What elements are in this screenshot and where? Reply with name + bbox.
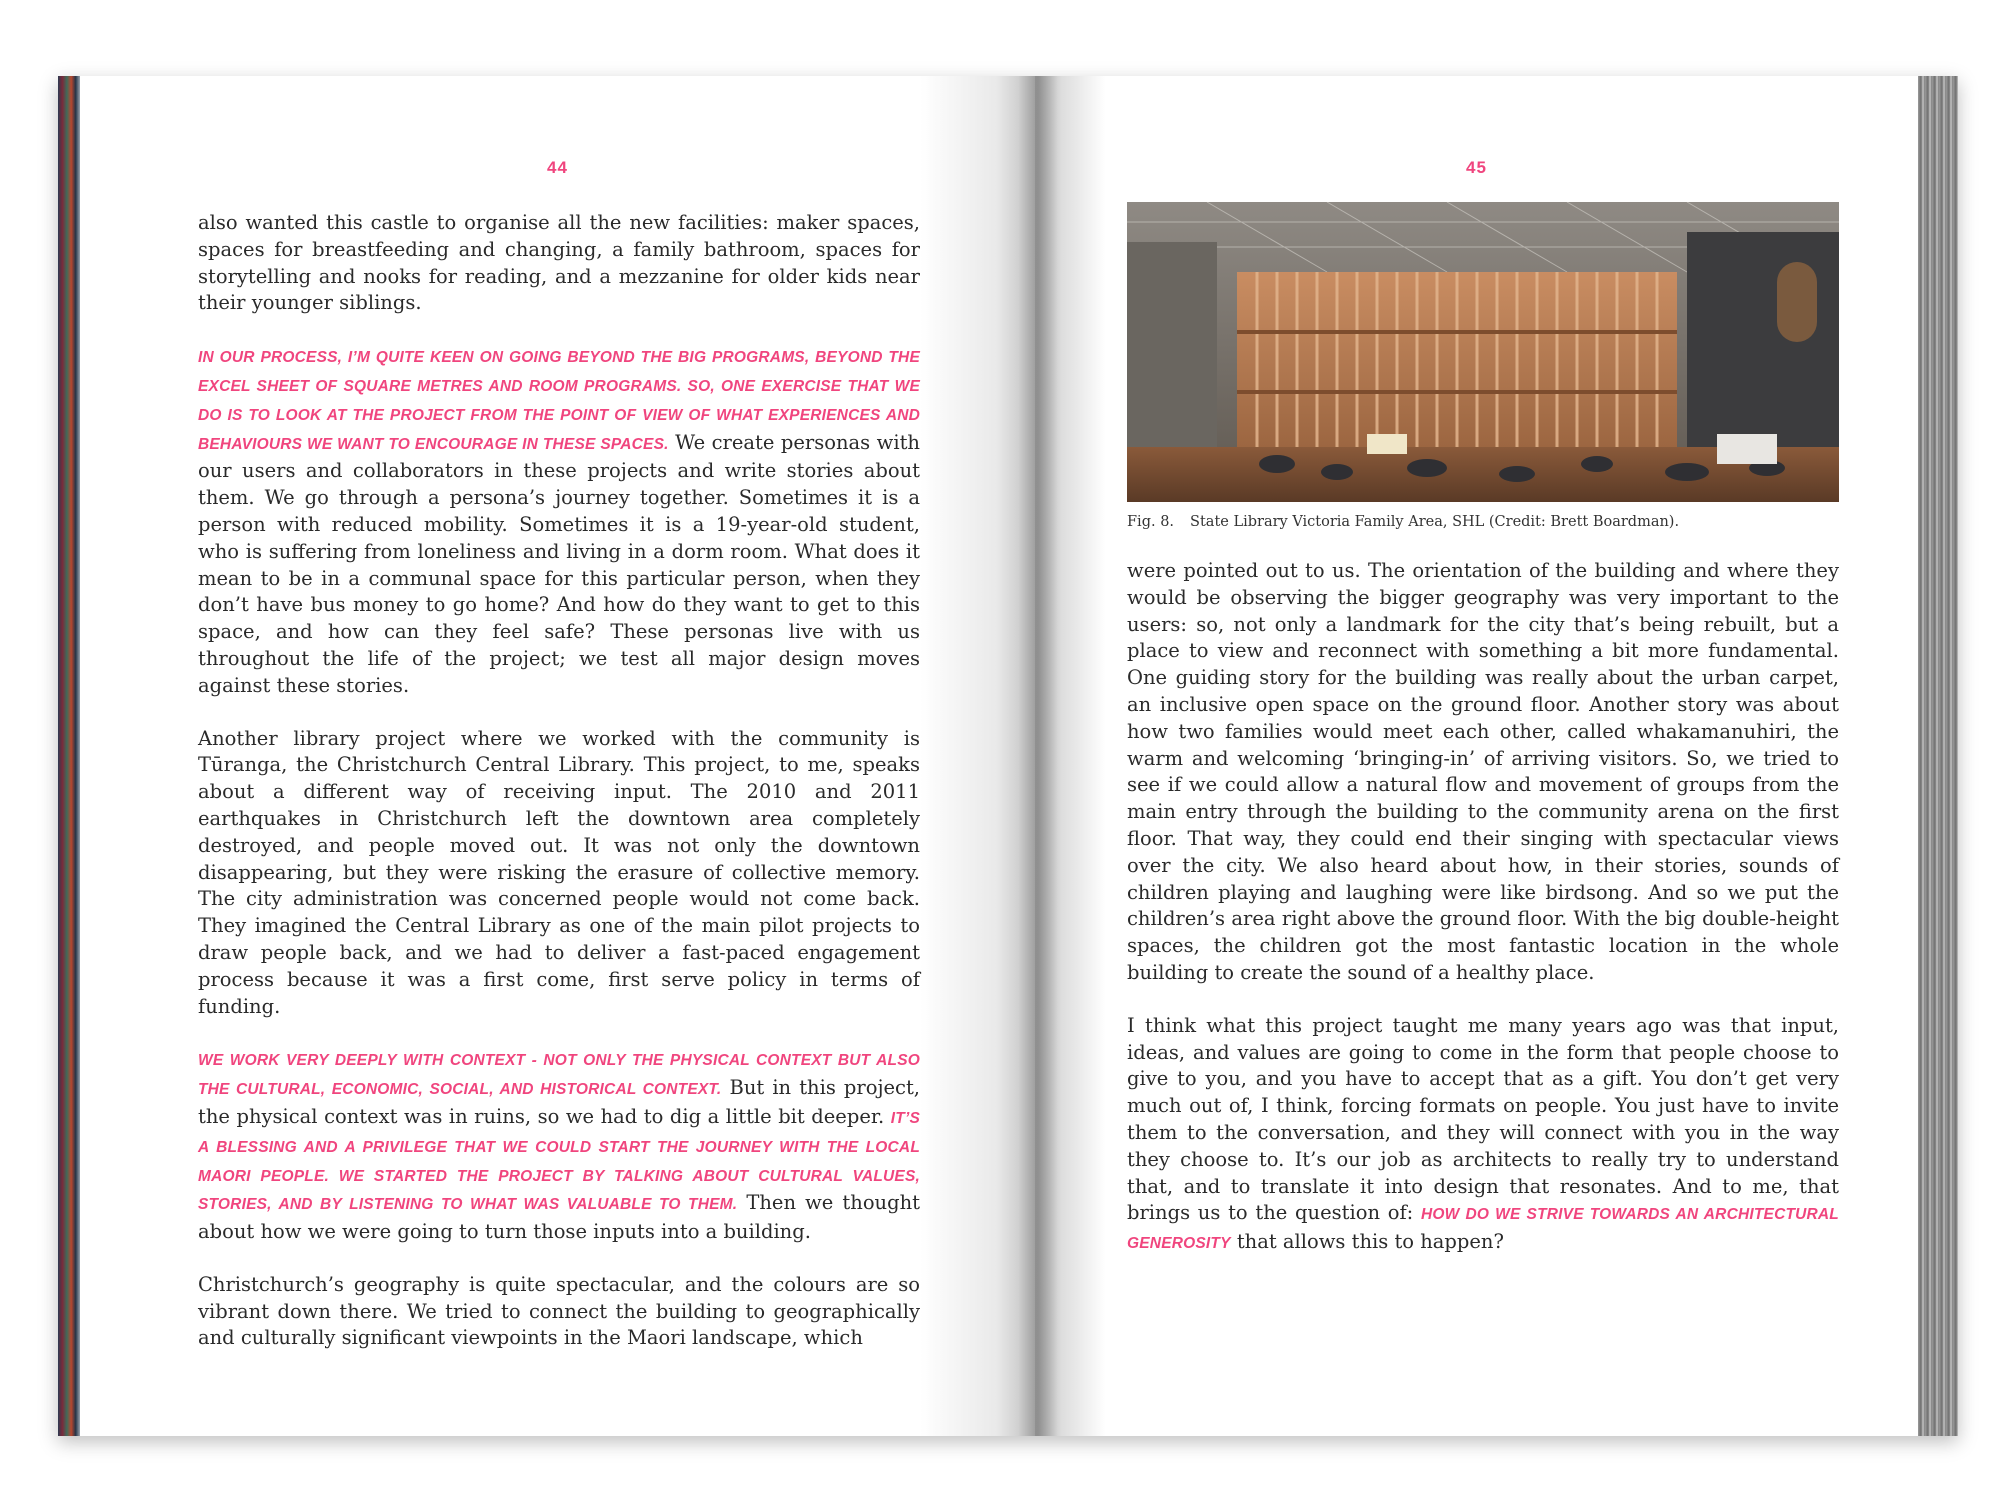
highlighted-quote: WE WORK VERY DEEPLY WITH CONTEXT - NOT ONLY THE PHYSICAL CONTEXT BUT ALSO THE CULTURAL, ECONOMIC, SOCIAL, AND HISTORICAL CONTEXT.: [198, 1052, 920, 1099]
highlighted-quote: HOW DO WE STRIVE TOWARDS AN ARCHITECTURAL GENEROSITY: [1127, 1206, 1839, 1253]
paragraph: I think what this project taught me many years ago was that input, ideas, and values are going to come in the form that people choose to give to you, and you have to accept that as a gift. You don’t get very much out of, I think, forcing formats on people. You just have to invite them to the conversation, and they will connect with you in the way they choose to. It’s our job as architects to really try to understand that, and to translate it into design that resonates. And to me, that brings us to the question of: HOW DO WE STRIVE TOWARDS AN ARCHITECTURAL GENEROSITY that allows this to happen?: [1127, 1013, 1839, 1254]
library-interior-illustration: [1127, 202, 1839, 502]
figure-label: Fig. 8.: [1127, 514, 1175, 530]
book-spine-shadow: [1018, 76, 1058, 1436]
left-page: [80, 76, 1035, 1436]
highlighted-quote: IT’S A BLESSING AND A PRIVILEGE THAT WE COULD START THE JOURNEY WITH THE LOCAL MAORI PEOPLE. WE STARTED THE PROJECT BY TALKING ABOUT CULTURAL VALUES, STORIES, AND BY LISTENING TO WHAT WAS VALUABLE TO THEM.: [198, 1109, 920, 1214]
right-page: [1035, 76, 1918, 1436]
book-edge-right: [1918, 76, 1958, 1436]
paragraph: IN OUR PROCESS, I’M QUITE KEEN ON GOING BEYOND THE BIG PROGRAMS, BEYOND THE EXCEL SHEET OF SQUARE METRES AND ROOM PROGRAMS. SO, ONE EXERCISE THAT WE DO IS TO LOOK AT THE PROJECT FROM THE POINT OF VIEW OF WHAT EXPERIENCES AND BEHAVIOURS WE WANT TO ENCOURAGE IN THESE SPACES. We create personas with our users and collaborators in these projects and write stories about them. We go through a persona’s journey together. Sometimes it is a person with reduced mobility. Sometimes it is a 19-year-old student, who is suffering from loneliness and living in a dorm room. What does it mean to be in a communal space for this particular person, when they don’t have bus money to go home? And how do they want to get to this space, and how can they feel safe? These personas live with us throughout the life of the project; we test all major design moves against these stories.: [198, 349, 920, 697]
figure-caption: [1127, 514, 1839, 530]
figure-caption-text: State Library Victoria Family Area, SHL (Credit: Brett Boardman).: [1190, 514, 1680, 530]
page-number-left: 44: [547, 158, 568, 177]
left-text-column: [198, 210, 920, 1378]
highlighted-quote: IN OUR PROCESS, I’M QUITE KEEN ON GOING BEYOND THE BIG PROGRAMS, BEYOND THE EXCEL SHEET OF SQUARE METRES AND ROOM PROGRAMS. SO, ONE EXERCISE THAT WE DO IS TO LOOK AT THE PROJECT FROM THE POINT OF VIEW OF WHAT EXPERIENCES AND BEHAVIOURS WE WANT TO ENCOURAGE IN THESE SPACES.: [198, 349, 920, 453]
paragraph: WE WORK VERY DEEPLY WITH CONTEXT - NOT ONLY THE PHYSICAL CONTEXT BUT ALSO THE CULTURAL, ECONOMIC, SOCIAL, AND HISTORICAL CONTEXT. But in this project, the physical context was in ruins, so we had to dig a little bit deeper. IT’S A BLESSING AND A PRIVILEGE THAT WE COULD START THE JOURNEY WITH THE LOCAL MAORI PEOPLE. WE STARTED THE PROJECT BY TALKING ABOUT CULTURAL VALUES, STORIES, AND BY LISTENING TO WHAT WAS VALUABLE TO THEM. Then we thought about how we were going to turn those inputs into a building.: [198, 1052, 920, 1244]
right-text-column: [1127, 558, 1839, 1284]
paragraph: Christchurch’s geography is quite spectacular, and the colours are so vibrant down there. We tried to connect the building to geographically and culturally significant viewpoints in the Maori landscape, which: [198, 1272, 920, 1350]
figure-photo-library-interior: [1127, 202, 1839, 502]
paragraph: were pointed out to us. The orientation of the building and where they would be observing the bigger geography was very important to the users: so, not only a landmark for the city that’s being rebuilt, but a place to view and reconnect with something a bit more fundamental. One guiding story for the building was really about the urban carpet, an inclusive open space on the ground floor. Another story was about how two families would meet each other, called whakamanuhiri, the warm and welcoming ‘bringing-in’ of arriving visitors. So, we tried to see if we could allow a natural flow and movement of groups from the main entry through the building to the community arena on the first floor. That way, they could end their singing with spectacular views over the city. We also heard about how, in their stories, sounds of children playing and laughing were like birdsong. And so we put the children’s area right above the ground floor. With the big double-height spaces, the children got the most fantastic location in the whole building to create the sound of a healthy place.: [1127, 559, 1839, 984]
book-edge-left: [58, 76, 80, 1436]
page-number-right: 45: [1466, 158, 1487, 177]
open-book: [58, 76, 1958, 1436]
paragraph: also wanted this castle to organise all the new facilities: maker spaces, spaces for breastfeeding and changing, a family bathroom, spaces for storytelling and nooks for reading, and a mezzanine for older kids near their younger siblings.: [198, 211, 920, 315]
paragraph: Another library project where we worked with the community is Tūranga, the Christchurch Central Library. This project, to me, speaks about a different way of receiving input. The 2010 and 2011 earthquakes in Christchurch left the downtown area completely destroyed, and people moved out. It was not only the downtown disappearing, but they were risking the erasure of collective memory. The city administration was concerned people would not come back. They imagined the Central Library as one of the main pilot projects to draw people back, and we had to deliver a fast-paced engagement process because it was a first come, first serve policy in terms of funding.: [198, 726, 920, 1018]
